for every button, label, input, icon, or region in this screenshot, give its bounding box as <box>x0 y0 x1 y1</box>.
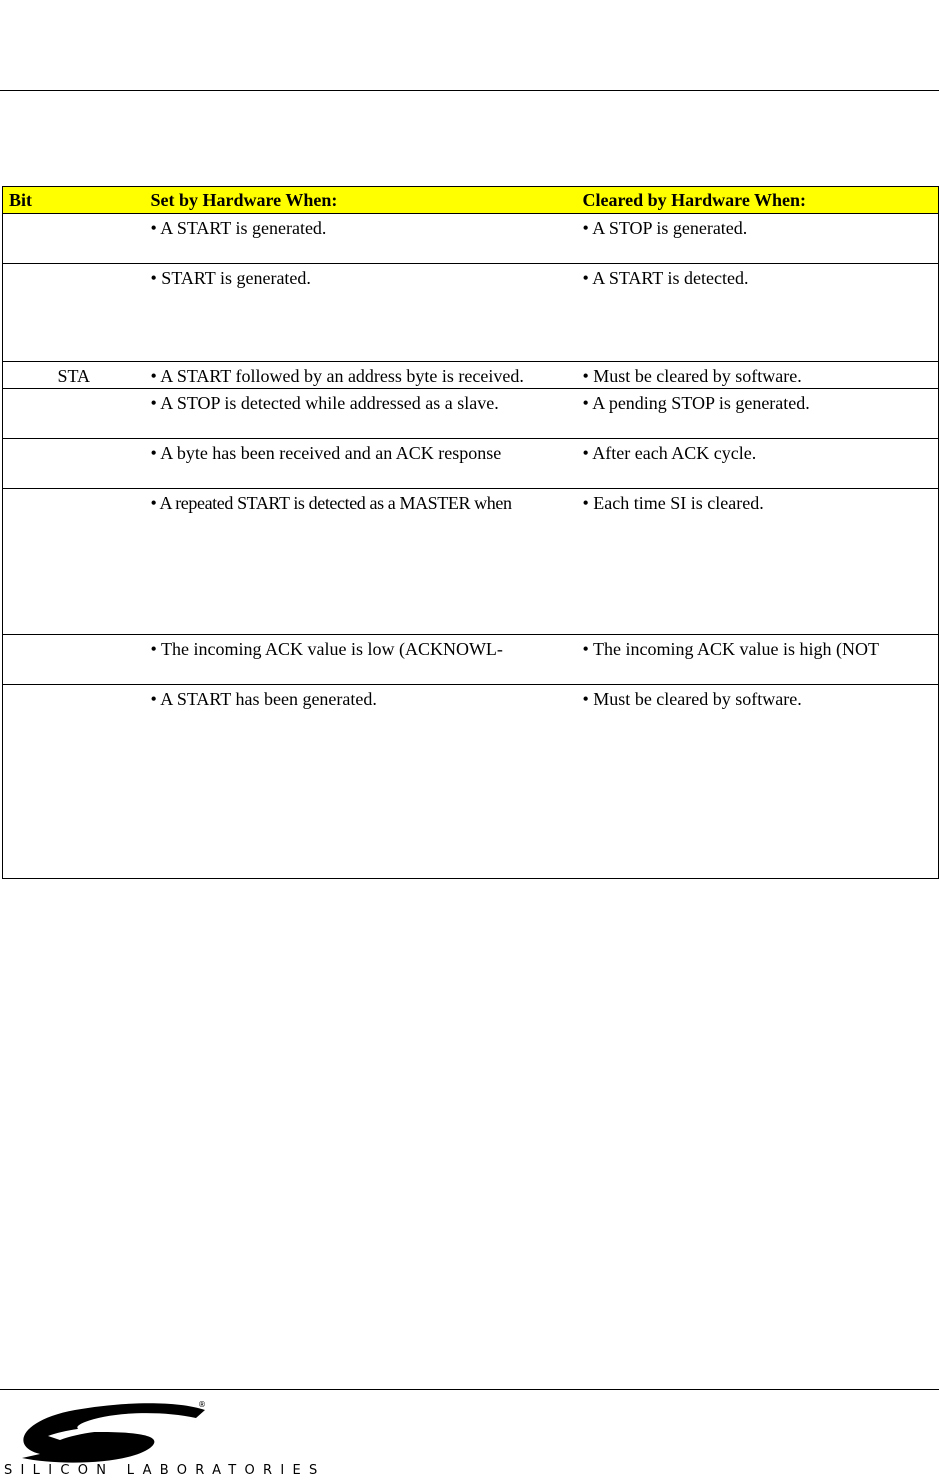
set-condition-cell: • A STOP is detected while addressed as a slave. <box>145 389 577 439</box>
table-header-row <box>3 187 939 214</box>
table-row <box>3 214 939 264</box>
footer-rule <box>0 1389 939 1390</box>
table-row <box>3 439 939 489</box>
set-condition-cell: • A repeated START is detected as a MASTER when <box>145 489 577 635</box>
logo-wordmark: SILICON LABORATORIES <box>4 1463 326 1478</box>
cleared-condition-cell: • A START is detected. <box>577 264 939 362</box>
bit-cell: STA <box>3 362 145 389</box>
cleared-condition-cell: • Each time SI is cleared. <box>577 489 939 635</box>
set-condition-cell: • A byte has been received and an ACK response <box>145 439 577 489</box>
cleared-condition-cell: • A pending STOP is generated. <box>577 389 939 439</box>
table-row <box>3 362 939 389</box>
table-row <box>3 389 939 439</box>
set-condition-cell: • The incoming ACK value is low (ACKNOWL- <box>145 635 577 685</box>
column-header-set: Set by Hardware When: <box>145 187 577 214</box>
set-condition-cell: • A START is generated. <box>145 214 577 264</box>
cleared-condition-cell: • Must be cleared by software. <box>577 685 939 879</box>
bit-cell <box>3 635 145 685</box>
bit-cell <box>3 685 145 879</box>
cleared-condition-cell: • The incoming ACK value is high (NOT <box>577 635 939 685</box>
table-row <box>3 635 939 685</box>
header-rule <box>0 90 939 91</box>
set-condition-cell: • START is generated. <box>145 264 577 362</box>
set-condition-cell: • A START has been generated. <box>145 685 577 879</box>
column-header-bit: Bit <box>3 187 145 214</box>
cleared-condition-cell: • Must be cleared by software. <box>577 362 939 389</box>
table-row <box>3 685 939 879</box>
bit-cell <box>3 389 145 439</box>
bit-cell <box>3 214 145 264</box>
bit-cell <box>3 264 145 362</box>
table-row <box>3 264 939 362</box>
set-condition-cell: • A START followed by an address byte is received. <box>145 362 577 389</box>
table-row <box>3 489 939 635</box>
registered-mark: ® <box>198 1400 206 1409</box>
bit-cell <box>3 489 145 635</box>
column-header-cleared: Cleared by Hardware When: <box>577 187 939 214</box>
cleared-condition-cell: • A STOP is generated. <box>577 214 939 264</box>
cleared-condition-cell: • After each ACK cycle. <box>577 439 939 489</box>
bit-cell <box>3 439 145 489</box>
hardware-source-table <box>2 186 939 879</box>
